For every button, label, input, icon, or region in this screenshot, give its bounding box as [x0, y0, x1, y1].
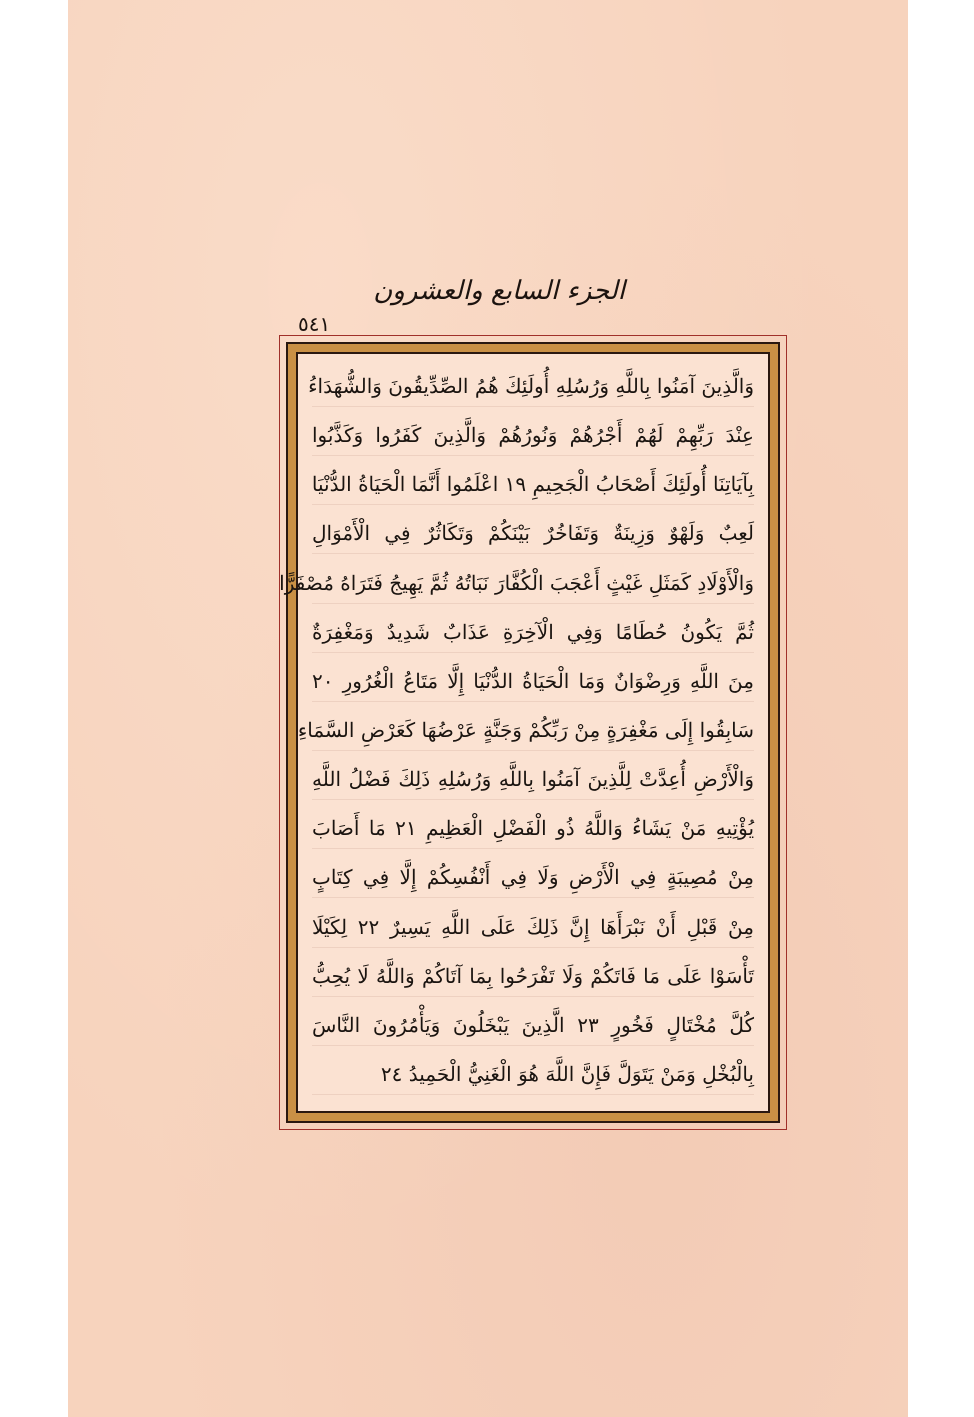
verse-line-13: تَأْسَوْا عَلَى مَا فَاتَكُمْ وَلَا تَفْرَحُوا بِمَا آتَاكُمْ وَاللَّهُ لَا يُحِبُّ — [312, 960, 754, 997]
page-number: ٥٤١ — [298, 312, 331, 336]
verse-text-block — [279, 370, 755, 1095]
verse-line-8: سَابِقُوا إِلَى مَغْفِرَةٍ مِنْ رَبِّكُمْ وَجَنَّةٍ عَرْضُهَا كَعَرْضِ السَّمَاءِ — [312, 714, 754, 751]
verse-line-3: بِآيَاتِنَا أُولَئِكَ أَصْحَابُ الْجَحِيمِ ١٩ اعْلَمُوا أَنَّمَا الْحَيَاةُ الدُّنْيَا — [312, 468, 754, 505]
verse-line-1: وَالَّذِينَ آمَنُوا بِاللَّهِ وَرُسُلِهِ أُولَئِكَ هُمُ الصِّدِّيقُونَ وَالشُّهَدَاءُ — [312, 370, 754, 407]
verse-line-2: عِنْدَ رَبِّهِمْ لَهُمْ أَجْرُهُمْ وَنُورُهُمْ وَالَّذِينَ كَفَرُوا وَكَذَّبُوا — [312, 419, 754, 456]
verse-line-15: بِالْبُخْلِ وَمَنْ يَتَوَلَّ فَإِنَّ اللَّهَ هُوَ الْغَنِيُّ الْحَمِيدُ ٢٤ — [312, 1058, 754, 1095]
verse-line-4: لَعِبٌ وَلَهْوٌ وَزِينَةٌ وَتَفَاخُرٌ بَيْنَكُمْ وَتَكَاثُرٌ فِي الْأَمْوَالِ — [312, 517, 754, 554]
juz-header-title: الجزء السابع والعشرون — [373, 276, 625, 306]
verse-line-6: ثُمَّ يَكُونُ حُطَامًا وَفِي الْآخِرَةِ عَذَابٌ شَدِيدٌ وَمَغْفِرَةٌ — [312, 616, 754, 653]
verse-line-9: وَالْأَرْضِ أُعِدَّتْ لِلَّذِينَ آمَنُوا بِاللَّهِ وَرُسُلِهِ ذَلِكَ فَضْلُ اللَّهِ — [312, 763, 754, 800]
verse-line-12: مِنْ قَبْلِ أَنْ نَبْرَأَهَا إِنَّ ذَلِكَ عَلَى اللَّهِ يَسِيرٌ ٢٢ لِكَيْلَا — [312, 911, 754, 948]
verse-line-7: مِنَ اللَّهِ وَرِضْوَانٌ وَمَا الْحَيَاةُ الدُّنْيَا إِلَّا مَتَاعُ الْغُرُورِ ٢٠ — [312, 665, 754, 702]
gold-frame-border — [279, 342, 780, 1123]
text-panel — [279, 352, 770, 1113]
verse-line-5: وَالْأَوْلَادِ كَمَثَلِ غَيْثٍ أَعْجَبَ الْكُفَّارَ نَبَاتُهُ ثُمَّ يَهِيجُ فَتَرَاهُ مُصْفَرًّا — [312, 567, 754, 604]
verse-line-10: يُؤْتِيهِ مَنْ يَشَاءُ وَاللَّهُ ذُو الْفَضْلِ الْعَظِيمِ ٢١ مَا أَصَابَ — [312, 812, 754, 849]
verse-line-14: كُلَّ مُخْتَالٍ فَخُورٍ ٢٣ الَّذِينَ يَبْخَلُونَ وَيَأْمُرُونَ النَّاسَ — [312, 1009, 754, 1046]
verse-line-11: مِنْ مُصِيبَةٍ فِي الْأَرْضِ وَلَا فِي أَنْفُسِكُمْ إِلَّا فِي كِتَابٍ — [312, 861, 754, 898]
